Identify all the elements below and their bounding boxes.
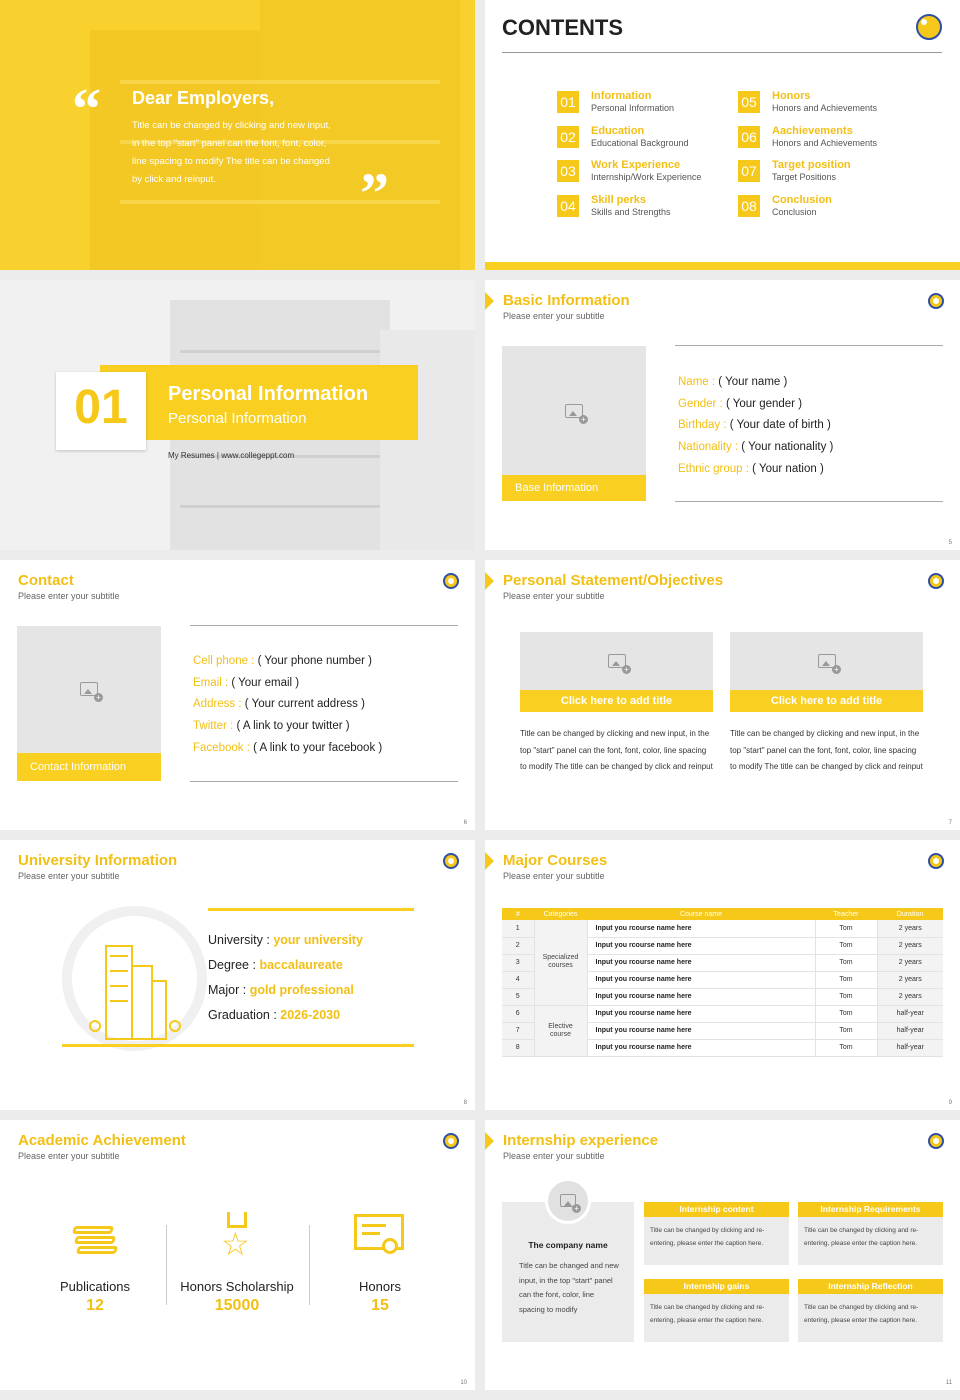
field-label: Twitter :	[193, 720, 234, 733]
statement-text: Title can be changed by clicking and new input, in the top "start" panel can the font, font, color, line spacing to modify The title can be changed by click and reinput	[730, 729, 923, 771]
info-field	[678, 419, 831, 431]
page-number: 8	[463, 1100, 467, 1106]
field-value[interactable]: ( Your phone number )	[257, 655, 373, 667]
row-number: 6	[502, 1005, 534, 1022]
course-duration: 2 years	[877, 954, 943, 971]
field-label: Facebook :	[193, 741, 250, 754]
field-label: Email :	[193, 676, 229, 689]
field-label: Birthday :	[678, 419, 727, 432]
table-row	[502, 920, 943, 937]
contents-item[interactable]	[738, 194, 913, 220]
slide-contents	[485, 0, 960, 270]
page-number: 10	[460, 1380, 467, 1386]
field-value[interactable]: ( Your email )	[231, 676, 300, 689]
contents-item-number: 08	[738, 195, 760, 217]
contents-item-title: Conclusion	[772, 193, 832, 206]
bottom-divider	[675, 501, 943, 502]
photo-label: Contact Information	[30, 761, 126, 773]
course-duration: 2 years	[877, 971, 943, 988]
slide-basic-information	[485, 280, 960, 550]
statement-title-bar[interactable]	[520, 690, 713, 712]
school-logo-icon	[443, 573, 459, 589]
course-teacher: Tom	[815, 1005, 877, 1022]
table-row	[502, 1005, 943, 1022]
statement-image[interactable]	[730, 632, 923, 690]
title-divider	[502, 52, 942, 53]
bottom-divider	[190, 781, 458, 782]
contents-item-title: Information	[591, 90, 652, 102]
slide-subtitle: Please enter your subtitle	[18, 591, 120, 601]
field-value[interactable]: ( Your nationality )	[741, 441, 834, 454]
books-icon	[69, 1212, 121, 1264]
contents-item-number: 01	[557, 91, 579, 113]
row-number: 4	[502, 971, 534, 988]
contents-item[interactable]	[738, 159, 913, 185]
slide-title: Basic Information	[503, 292, 630, 309]
slide-contact	[0, 560, 475, 830]
course-name[interactable]: Input you rcourse name here	[587, 1039, 815, 1056]
contents-item[interactable]	[557, 125, 732, 151]
field-value[interactable]: baccalaureate	[259, 958, 343, 972]
table-header-cell: Duration	[896, 910, 924, 918]
statement-text: Title can be changed by clicking and new input, in the top "start" panel can the font, font, color, line spacing to modify The title can be changed by click and reinput	[520, 729, 713, 771]
contents-item-subtitle: Personal Information	[591, 103, 675, 113]
course-name[interactable]: Input you rcourse name here	[587, 937, 815, 954]
stat-divider	[166, 1225, 167, 1305]
contents-item[interactable]	[557, 194, 732, 220]
slide-subtitle: Please enter your subtitle	[18, 871, 120, 881]
contents-item-subtitle: Educational Background	[591, 137, 689, 148]
stat-label: Honors Scholarship	[180, 1279, 294, 1294]
course-name[interactable]: Input you rcourse name here	[587, 971, 815, 988]
field-label: Degree :	[208, 958, 256, 972]
certificate-icon	[354, 1212, 406, 1264]
internship-box	[644, 1279, 789, 1342]
info-field	[678, 441, 833, 453]
course-category: Specialized courses	[534, 920, 587, 1005]
table-header-cell: #	[516, 910, 520, 918]
school-logo-icon	[928, 293, 944, 309]
contents-item-title: Skill perks	[591, 193, 647, 206]
courses-table	[502, 908, 943, 1057]
field-value[interactable]: ( A link to your facebook )	[253, 741, 383, 754]
section-title: Personal Information	[168, 383, 369, 405]
slide-subtitle: Please enter your subtitle	[503, 591, 605, 601]
internship-box-text: Title can be changed by clicking and re-entering, please enter the caption here.	[804, 1227, 919, 1247]
info-field	[678, 398, 802, 410]
school-logo-icon	[928, 1133, 944, 1149]
course-name[interactable]: Input you rcourse name here	[587, 1022, 815, 1039]
field-value[interactable]: ( A link to your twitter )	[236, 720, 350, 733]
info-field	[678, 463, 824, 475]
table-header-cell: Categories	[543, 910, 578, 918]
table-header-cell: Course name	[679, 910, 723, 918]
info-field	[678, 376, 787, 388]
top-line	[208, 908, 414, 911]
course-name[interactable]: Input you rcourse name here	[587, 954, 815, 971]
medal-icon: ☆	[211, 1212, 263, 1264]
row-number: 2	[502, 937, 534, 954]
table-header-cell: Teacher	[833, 910, 859, 918]
photo-label: Base Information	[515, 482, 599, 494]
course-duration: half-year	[877, 1039, 943, 1056]
course-teacher: Tom	[815, 971, 877, 988]
slide-academic-achievement	[0, 1120, 475, 1390]
image-placeholder-icon	[80, 682, 98, 696]
contents-item-title: Work Experience	[591, 159, 681, 171]
contents-item-number: 06	[738, 126, 760, 148]
contents-item-number: 07	[738, 160, 760, 182]
info-field	[193, 698, 365, 710]
contents-item-subtitle: Internship/Work Experience	[591, 172, 702, 182]
section-subtitle: Personal Information	[168, 410, 307, 427]
slide-major-courses	[485, 840, 960, 1110]
row-number: 8	[502, 1039, 534, 1056]
info-field	[193, 720, 350, 732]
stat-value: 12	[86, 1297, 104, 1314]
stat-value: 15000	[214, 1297, 260, 1314]
slide-title: Academic Achievement	[18, 1132, 186, 1149]
page-number: 5	[948, 540, 952, 546]
contents-item-subtitle: Honors and Achievements	[772, 103, 878, 113]
photo-placeholder[interactable]	[502, 346, 646, 501]
info-field	[193, 742, 382, 754]
statement-title: Click here to add title	[770, 695, 883, 707]
photo-label-bar	[17, 753, 161, 781]
contents-item-number: 04	[557, 195, 579, 217]
field-value[interactable]: your university	[273, 933, 363, 947]
field-label: Name :	[678, 376, 716, 388]
course-category: Elective course	[534, 1005, 587, 1056]
course-teacher: Tom	[815, 920, 877, 937]
field-value[interactable]: ( Your date of birth )	[729, 419, 831, 432]
internship-box-title[interactable]: Internship content	[644, 1202, 789, 1217]
photo-placeholder[interactable]	[17, 626, 161, 781]
course-teacher: Tom	[815, 954, 877, 971]
internship-box-text: Title can be changed by clicking and re-entering, please enter the caption here.	[650, 1304, 765, 1324]
image-placeholder-icon	[818, 654, 836, 668]
internship-box-text: Title can be changed by clicking and re-entering, please enter the caption here.	[804, 1304, 919, 1324]
slide-title: Internship experience	[503, 1132, 659, 1149]
course-duration: 2 years	[877, 920, 943, 937]
school-logo-icon	[443, 853, 459, 869]
school-logo-icon	[916, 14, 942, 40]
contents-item-number: 05	[738, 91, 760, 113]
top-divider	[675, 345, 943, 346]
slide-section-personal	[0, 280, 475, 550]
field-value[interactable]: ( Your nation )	[752, 462, 824, 475]
contents-item-subtitle: Skills and Strengths	[591, 206, 671, 217]
open-quote-icon: “	[72, 76, 101, 141]
field-value[interactable]: gold professional	[249, 983, 354, 997]
contents-item-subtitle: Honors and Achievements	[772, 137, 878, 148]
row-number: 5	[502, 988, 534, 1005]
course-duration: 2 years	[877, 988, 943, 1005]
slide-subtitle: Please enter your subtitle	[503, 871, 605, 881]
field-value[interactable]: ( Your name )	[718, 376, 788, 388]
section-footer: My Resumes | www.collegeppt.com	[168, 451, 295, 460]
course-duration: 2 years	[877, 937, 943, 954]
contents-item-title: Aachievements	[772, 124, 853, 137]
course-teacher: Tom	[815, 1039, 877, 1056]
field-label: Nationality :	[678, 441, 739, 454]
base-line	[62, 1044, 414, 1047]
header-arrow-icon	[485, 852, 494, 870]
slide-university-information	[0, 840, 475, 1110]
page-number: 6	[463, 820, 467, 826]
image-placeholder-icon	[560, 1194, 576, 1207]
university-field	[208, 1008, 340, 1022]
close-quote-icon: ”	[360, 161, 389, 226]
school-logo-icon	[928, 853, 944, 869]
internship-box-title[interactable]: Internship gains	[644, 1279, 789, 1294]
slide-internship-experience	[485, 1120, 960, 1390]
contents-item[interactable]	[738, 90, 913, 116]
slide-personal-statement	[485, 560, 960, 830]
statement-title-bar[interactable]	[730, 690, 923, 712]
slide-title: University Information	[18, 852, 178, 869]
university-building-icon	[85, 940, 185, 1045]
bottom-bar	[485, 262, 960, 270]
field-label: Graduation :	[208, 1008, 277, 1022]
header-arrow-icon	[485, 292, 494, 310]
top-divider	[190, 625, 458, 626]
slide-subtitle: Please enter your subtitle	[18, 1151, 120, 1161]
image-placeholder-icon	[608, 654, 626, 668]
course-name[interactable]: Input you rcourse name here	[587, 988, 815, 1005]
contents-item[interactable]	[557, 159, 732, 185]
field-label: Gender :	[678, 397, 723, 410]
stat-divider	[309, 1225, 310, 1305]
slide-subtitle: Please enter your subtitle	[503, 311, 605, 321]
row-number: 3	[502, 954, 534, 971]
contents-item-subtitle: Conclusion	[772, 206, 817, 217]
statement-image[interactable]	[520, 632, 713, 690]
photo-label-bar	[502, 475, 646, 501]
slide-dear-employers	[0, 0, 475, 270]
course-duration: half-year	[877, 1005, 943, 1022]
course-teacher: Tom	[815, 1022, 877, 1039]
field-label: Major :	[208, 983, 247, 997]
stat-value: 15	[371, 1297, 389, 1314]
internship-box	[798, 1202, 943, 1265]
course-teacher: Tom	[815, 937, 877, 954]
contents-item-title: Honors	[772, 90, 811, 102]
slide-body: Title can be changed by clicking and new input, in the top "start" panel can the font, font, color, line spacing to modify The title can be changed by click and reinput.	[132, 120, 331, 185]
header-arrow-icon	[485, 1132, 494, 1150]
row-number: 7	[502, 1022, 534, 1039]
internship-box-title[interactable]: Internship Reflection	[798, 1279, 943, 1294]
company-text: Title can be changed and new input, in the top "start" panel can the font, color, line spacing to modify	[519, 1261, 619, 1314]
page-number: 11	[945, 1380, 952, 1386]
university-field	[208, 983, 354, 997]
field-value[interactable]: ( Your current address )	[244, 698, 365, 711]
page-number: 9	[948, 1100, 952, 1106]
info-field	[193, 677, 299, 689]
field-value[interactable]: 2026-2030	[280, 1008, 341, 1022]
row-number: 1	[502, 920, 534, 937]
contents-item-title: Target position	[772, 159, 851, 171]
section-number: 01	[74, 381, 128, 434]
header-arrow-icon	[485, 572, 494, 590]
contents-item-number: 03	[557, 160, 579, 182]
course-name[interactable]: Input you rcourse name here	[587, 1005, 815, 1022]
school-logo-icon	[928, 573, 944, 589]
internship-box	[798, 1279, 943, 1342]
field-label: University :	[208, 933, 270, 947]
page-number: 7	[948, 820, 952, 826]
company-photo[interactable]	[545, 1178, 591, 1224]
slide-subtitle: Please enter your subtitle	[503, 1151, 605, 1161]
internship-box	[644, 1202, 789, 1265]
course-teacher: Tom	[815, 988, 877, 1005]
statement-title: Click here to add title	[560, 695, 673, 707]
school-logo-icon	[443, 1133, 459, 1149]
stat-label: Publications	[59, 1279, 131, 1294]
field-label: Ethnic group :	[678, 462, 749, 475]
contents-title: CONTENTS	[502, 15, 623, 40]
field-label: Address :	[193, 698, 242, 711]
internship-box-text: Title can be changed by clicking and re-entering, please enter the caption here.	[650, 1227, 765, 1247]
section-number-box	[56, 372, 146, 450]
course-duration: half-year	[877, 1022, 943, 1039]
slide-title: Personal Statement/Objectives	[503, 572, 724, 589]
university-field	[208, 958, 343, 972]
contents-item-title: Education	[591, 124, 645, 137]
contents-item[interactable]	[557, 90, 732, 116]
field-value[interactable]: ( Your gender )	[725, 397, 803, 410]
slide-title: Contact	[18, 572, 74, 589]
stat-label: Honors	[359, 1279, 401, 1294]
table-header-row	[502, 908, 943, 920]
internship-box-title[interactable]: Internship Requirements	[798, 1202, 943, 1217]
slide-title: Dear Employers,	[132, 88, 275, 108]
contents-item[interactable]	[738, 125, 913, 151]
image-placeholder-icon	[565, 404, 583, 418]
contents-item-number: 02	[557, 126, 579, 148]
course-name[interactable]: Input you rcourse name here	[587, 920, 815, 937]
slide-title: Major Courses	[503, 852, 608, 869]
field-label: Cell phone :	[193, 655, 255, 667]
university-field	[208, 933, 363, 947]
company-name: The company name	[528, 1240, 608, 1250]
info-field	[193, 655, 372, 667]
contents-item-subtitle: Target Positions	[772, 172, 837, 182]
